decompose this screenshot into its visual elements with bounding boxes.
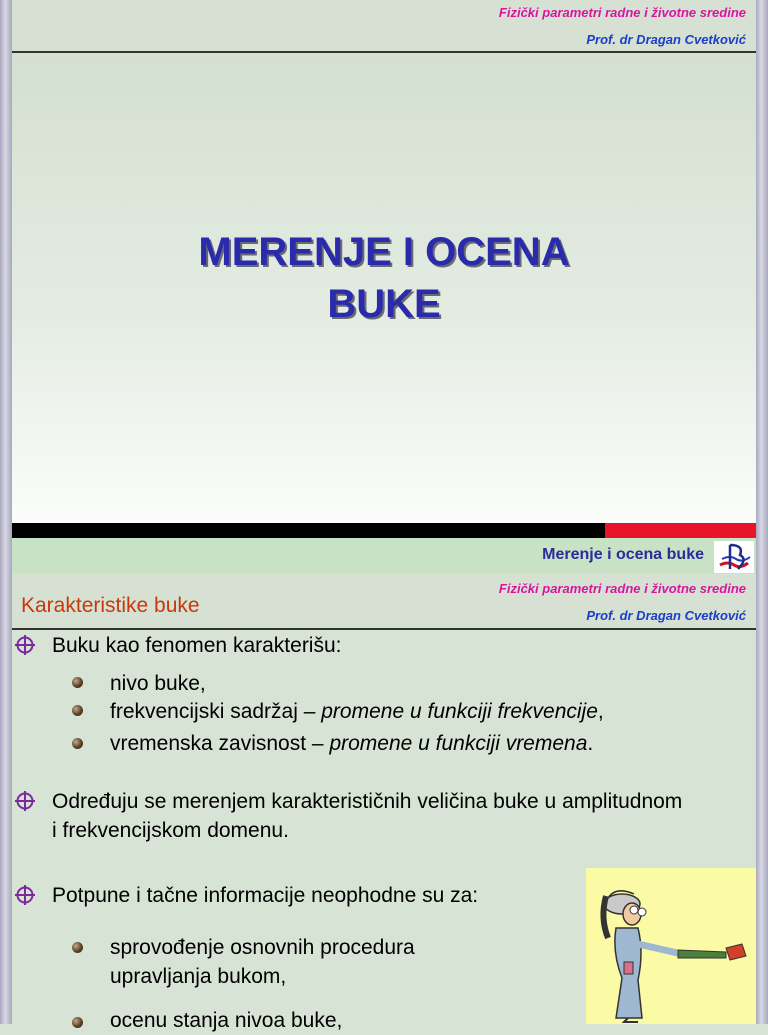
header-rule: [12, 51, 756, 53]
bronze-ball-icon: [72, 942, 83, 953]
section-title: Karakteristike buke: [21, 594, 200, 617]
slide-footer: [12, 538, 756, 574]
slide-title: [12, 226, 756, 330]
measurement-line2: i frekvencijskom domenu.: [52, 819, 289, 842]
sub-bullet-frequency: [110, 697, 604, 726]
right-frame-edge: [756, 0, 768, 1024]
bullet-characterized-by: Buku kao fenomen karakterišu:: [52, 634, 342, 657]
cartoon-illustration: [586, 868, 756, 1024]
frequency-italic: promene u funkciji frekvencije: [321, 700, 598, 723]
course-subject: Fizički parametri radne i životne sredine: [498, 5, 746, 20]
crosshair-circle-icon: [15, 635, 35, 655]
bronze-ball-icon: [72, 677, 83, 688]
bullet-measurement: [52, 787, 682, 845]
footer-bar-black: [12, 523, 605, 538]
crosshair-circle-icon: [15, 791, 35, 811]
frequency-end: ,: [597, 700, 604, 723]
professor-name-2: Prof. dr Dragan Cvetković: [586, 608, 746, 623]
bronze-ball-icon: [72, 705, 83, 716]
procedures-line2: upravljanja bukom,: [110, 965, 287, 988]
bronze-ball-icon: [72, 738, 83, 749]
slide-title-line2: BUKE: [327, 282, 441, 326]
left-frame-edge: [0, 0, 12, 1024]
measurement-line1: Određuju se merenjem karakterističnih veličina buke u amplitudnom: [52, 790, 683, 813]
professor-name: Prof. dr Dragan Cvetković: [586, 32, 746, 47]
bronze-ball-icon: [72, 1017, 83, 1028]
time-end: .: [587, 732, 594, 755]
header-rule-2: [12, 628, 756, 630]
bullet-information: Potpune i tačne informacije neophodne su za:: [52, 884, 479, 907]
sub-bullet-level: nivo buke,: [110, 672, 206, 695]
scientist-with-instrument-icon: [586, 868, 756, 1024]
university-logo-icon: [714, 541, 754, 573]
sub-bullet-time: [110, 729, 593, 758]
time-text: vremenska zavisnost –: [110, 732, 330, 755]
time-italic: promene u funkciji vremena: [329, 732, 588, 755]
top-header: [12, 0, 756, 52]
footer-bar-red: [605, 523, 756, 538]
frequency-text: frekvencijski sadržaj –: [110, 700, 322, 723]
sub-bullet-assessment: ocenu stanja nivoa buke,: [110, 1009, 343, 1032]
course-subject-2: Fizički parametri radne i životne sredine: [498, 581, 746, 596]
footer-title: Merenje i ocena buke: [542, 546, 704, 563]
sub-bullet-procedures: [110, 933, 415, 991]
procedures-line1: sprovođenje osnovnih procedura: [110, 936, 415, 959]
title-slide: [12, 54, 756, 524]
slide-title-line1: MERENJE I OCENA: [198, 230, 570, 274]
crosshair-circle-icon: [15, 885, 35, 905]
